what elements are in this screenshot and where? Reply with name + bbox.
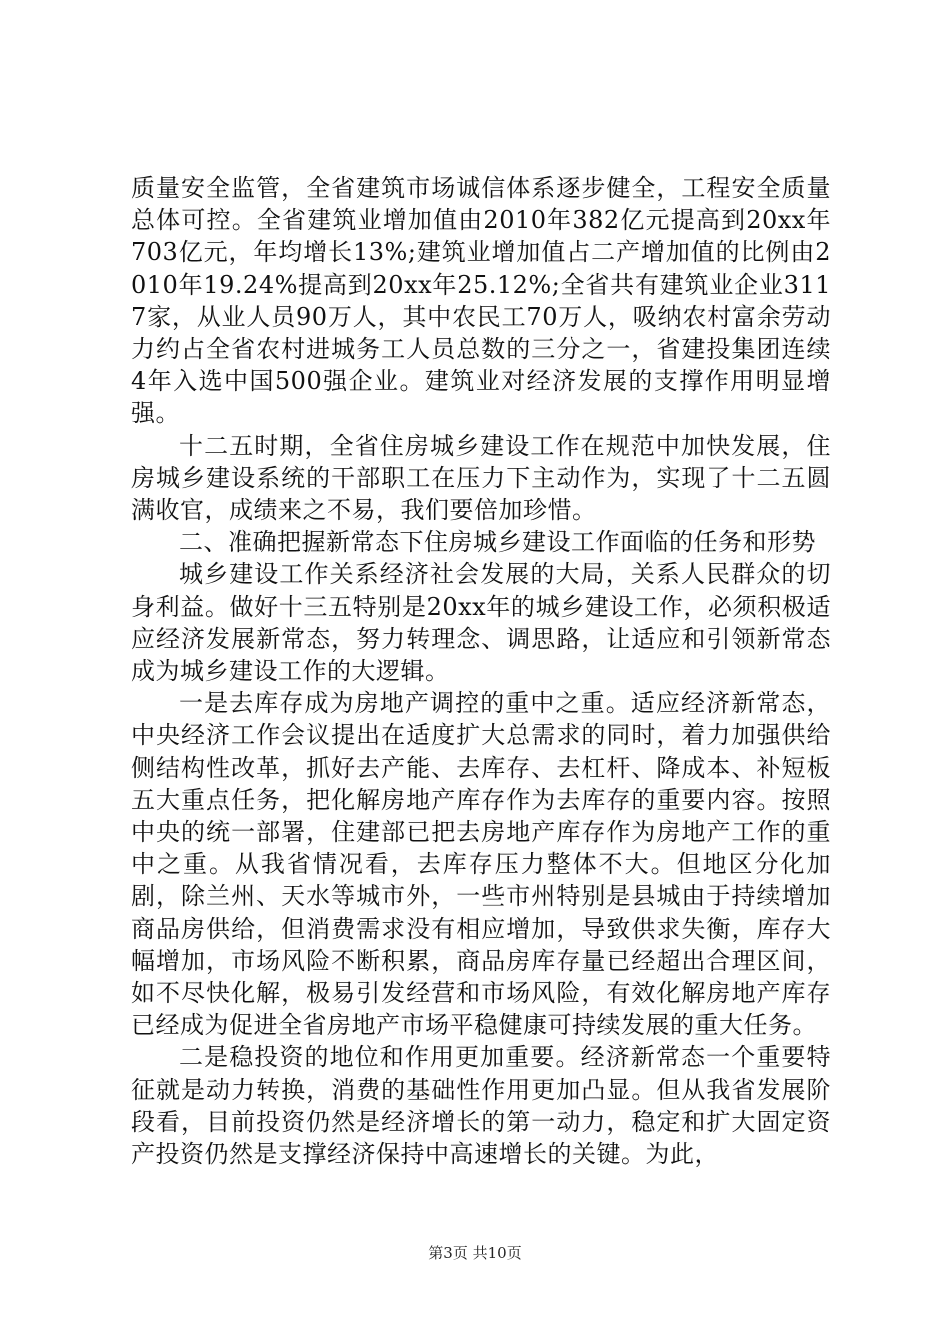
paragraph-2: 十二五时期，全省住房城乡建设工作在规范中加快发展，住房城乡建设系统的干部职工在压力下主动作为，实现了十二五圆满收官，成绩来之不易，我们要倍加珍惜。 [131, 431, 831, 525]
document-body [131, 172, 831, 1170]
paragraph-4: 城乡建设工作关系经济社会发展的大局，关系人民群众的切身利益。做好十三五特别是20xx年的城乡建设工作，必须积极适应经济发展新常态，努力转理念、调思路，让适应和引领新常态成为城乡建设工作的大逻辑。 [131, 560, 831, 686]
paragraph-5: 一是去库存成为房地产调控的重中之重。适应经济新常态，中央经济工作会议提出在适度扩大总需求的同时，着力加强供给侧结构性改革，抓好去产能、去库存、去杠杆、降成本、补短板五大重点任务，把化解房地产库存作为去库存的重要内容。按照中央的统一部署，住建部已把去房地产库存作为房地产工作的重中之重。从我省情况看，去库存压力整体不大。但地区分化加剧，除兰州、天水等城市外，一些市州特别是县城由于持续增加商品房供给，但消费需求没有相应增加，导致供求失衡，库存大幅增加，市场风险不断积累，商品房库存量已经超出合理区间，如不尽快化解，极易引发经营和市场风险，有效化解房地产库存已经成为促进全省房地产市场平稳健康可持续发展的重大任务。 [131, 689, 831, 1040]
paragraph-1: 质量安全监管，全省建筑市场诚信体系逐步健全，工程安全质量总体可控。全省建筑业增加值由2010年382亿元提高到20xx年703亿元，年均增长13%;建筑业增加值占二产增加值的比例由2010年19.24%提高到20xx年25.12%;全省共有建筑业企业3117家，从业人员90万人，其中农民工70万人，吸纳农村富余劳动力约占全省农村进城务工人员总数的三分之一，省建投集团连续4年入选中国500强企业。建筑业对经济发展的支撑作用明显增强。 [131, 174, 831, 428]
section-heading-2: 二、准确把握新常态下住房城乡建设工作面临的任务和形势 [179, 528, 816, 557]
paragraph-6: 二是稳投资的地位和作用更加重要。经济新常态一个重要特征就是动力转换，消费的基础性作用更加凸显。但从我省发展阶段看，目前投资仍然是经济增长的第一动力，稳定和扩大固定资产投资仍然是支撑经济保持中高速增长的关键。为此， [131, 1043, 831, 1169]
page-number-footer: 第3页 共10页 [428, 1244, 522, 1262]
